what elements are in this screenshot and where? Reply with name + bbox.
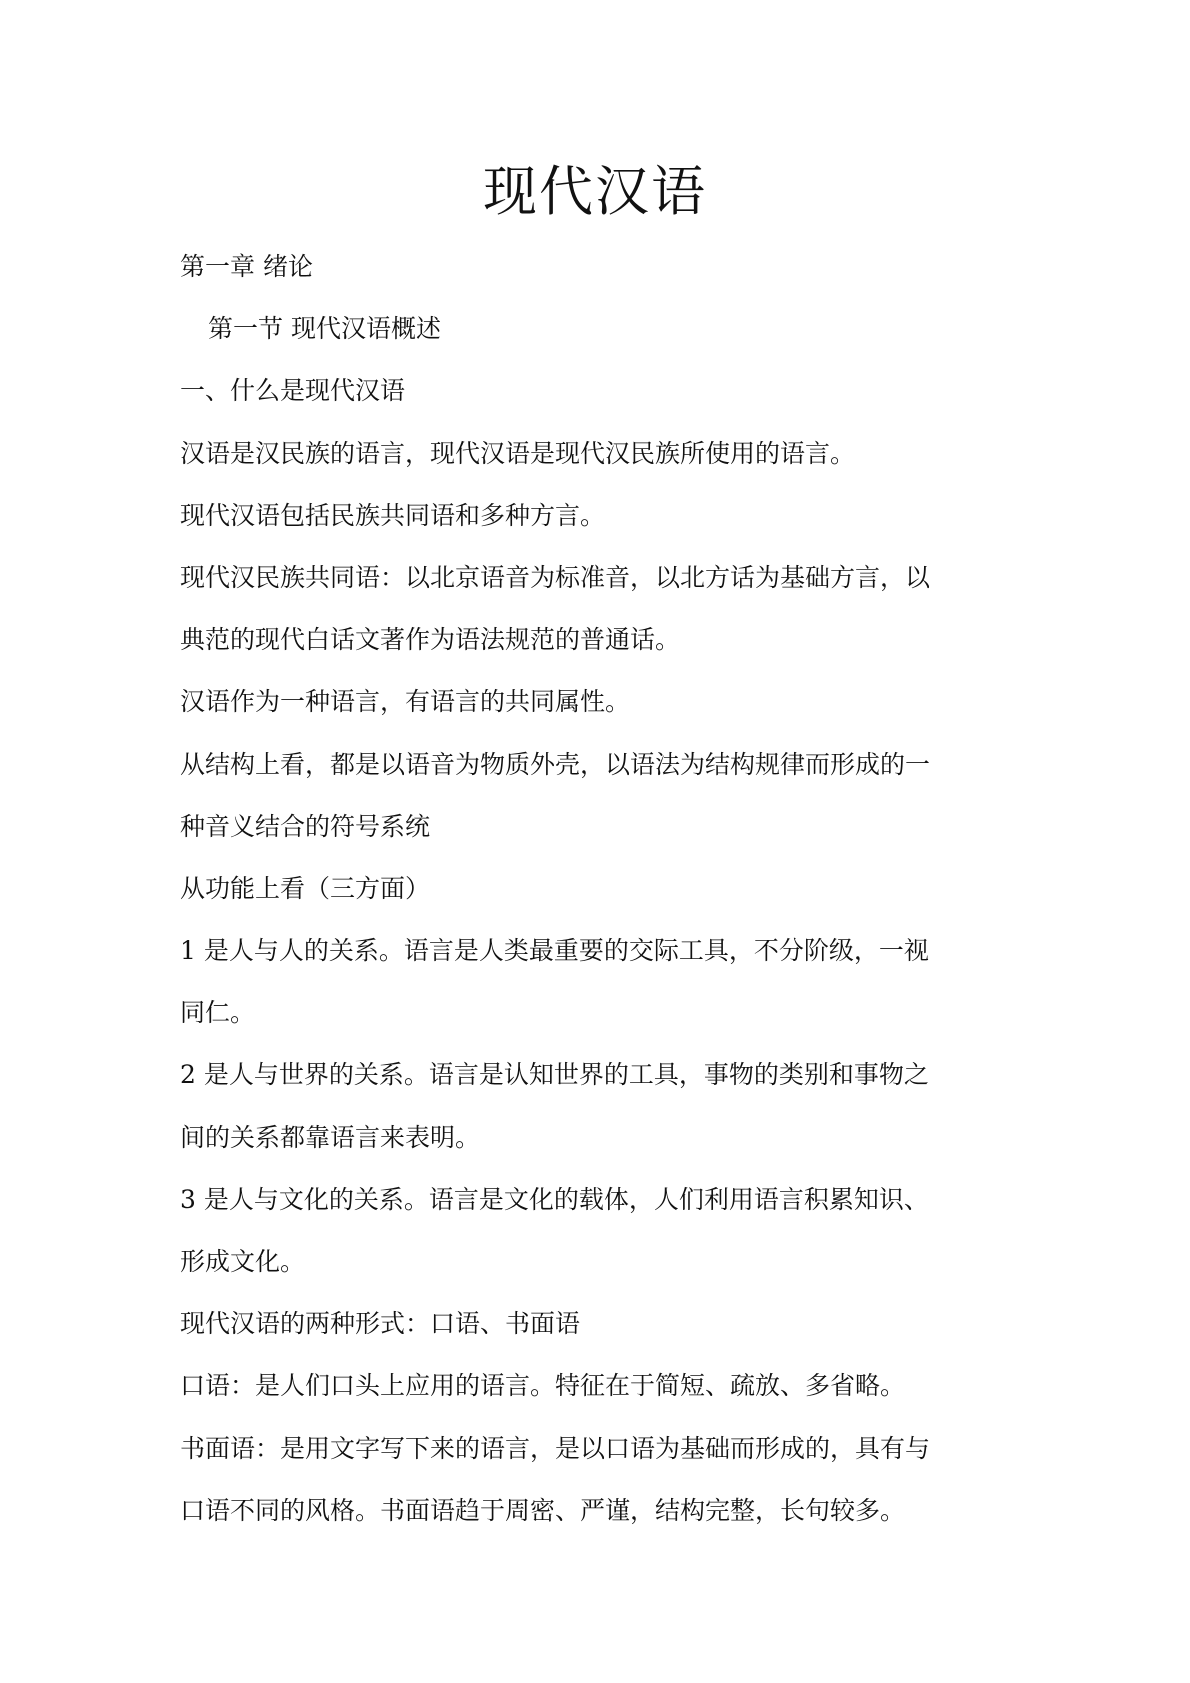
paragraph-line: 现代汉语的两种形式：口语、书面语 — [180, 1309, 581, 1339]
paragraph-line: 书面语：是用文字写下来的语言，是以口语为基础而形成的，具有与 — [180, 1433, 931, 1463]
paragraph-line: 典范的现代白话文著作为语法规范的普通话。 — [180, 625, 681, 655]
paragraph-line: 现代汉语包括民族共同语和多种方言。 — [180, 500, 606, 530]
list-item-line: 2 是人与世界的关系。语言是认知世界的工具，事物的类别和事物之 — [180, 1060, 929, 1090]
section-heading: 第一节 现代汉语概述 — [208, 314, 441, 344]
list-item-line: 1 是人与人的关系。语言是人类最重要的交际工具，不分阶级，一视 — [180, 936, 929, 966]
document-title: 现代汉语 — [483, 160, 707, 223]
paragraph-line: 从功能上看（三方面） — [180, 873, 431, 903]
paragraph-line: 种音义结合的符号系统 — [180, 811, 431, 841]
paragraph-line: 汉语是汉民族的语言，现代汉语是现代汉民族所使用的语言。 — [180, 438, 856, 468]
paragraph-line: 从结构上看，都是以语音为物质外壳，以语法为结构规律而形成的一 — [180, 749, 931, 779]
chapter-heading: 第一章 绪论 — [180, 252, 313, 281]
list-item-line: 同仁。 — [180, 998, 256, 1028]
paragraph-line: 口语不同的风格。书面语趋于周密、严谨，结构完整，长句较多。 — [180, 1495, 906, 1525]
document-body — [180, 236, 1020, 1542]
paragraph-line: 口语：是人们口头上应用的语言。特征在于简短、疏放、多省略。 — [180, 1371, 906, 1401]
paragraph-line: 现代汉民族共同语：以北京语音为标准音，以北方话为基础方言，以 — [180, 562, 931, 592]
paragraph-line: 汉语作为一种语言，有语言的共同属性。 — [180, 687, 631, 717]
list-item-line: 3 是人与文化的关系。语言是文化的载体，人们利用语言积累知识、 — [180, 1184, 929, 1214]
list-item-line: 形成文化。 — [180, 1247, 306, 1276]
subsection-heading: 一、什么是现代汉语 — [180, 376, 406, 406]
list-item-line: 间的关系都靠语言来表明。 — [180, 1122, 481, 1152]
